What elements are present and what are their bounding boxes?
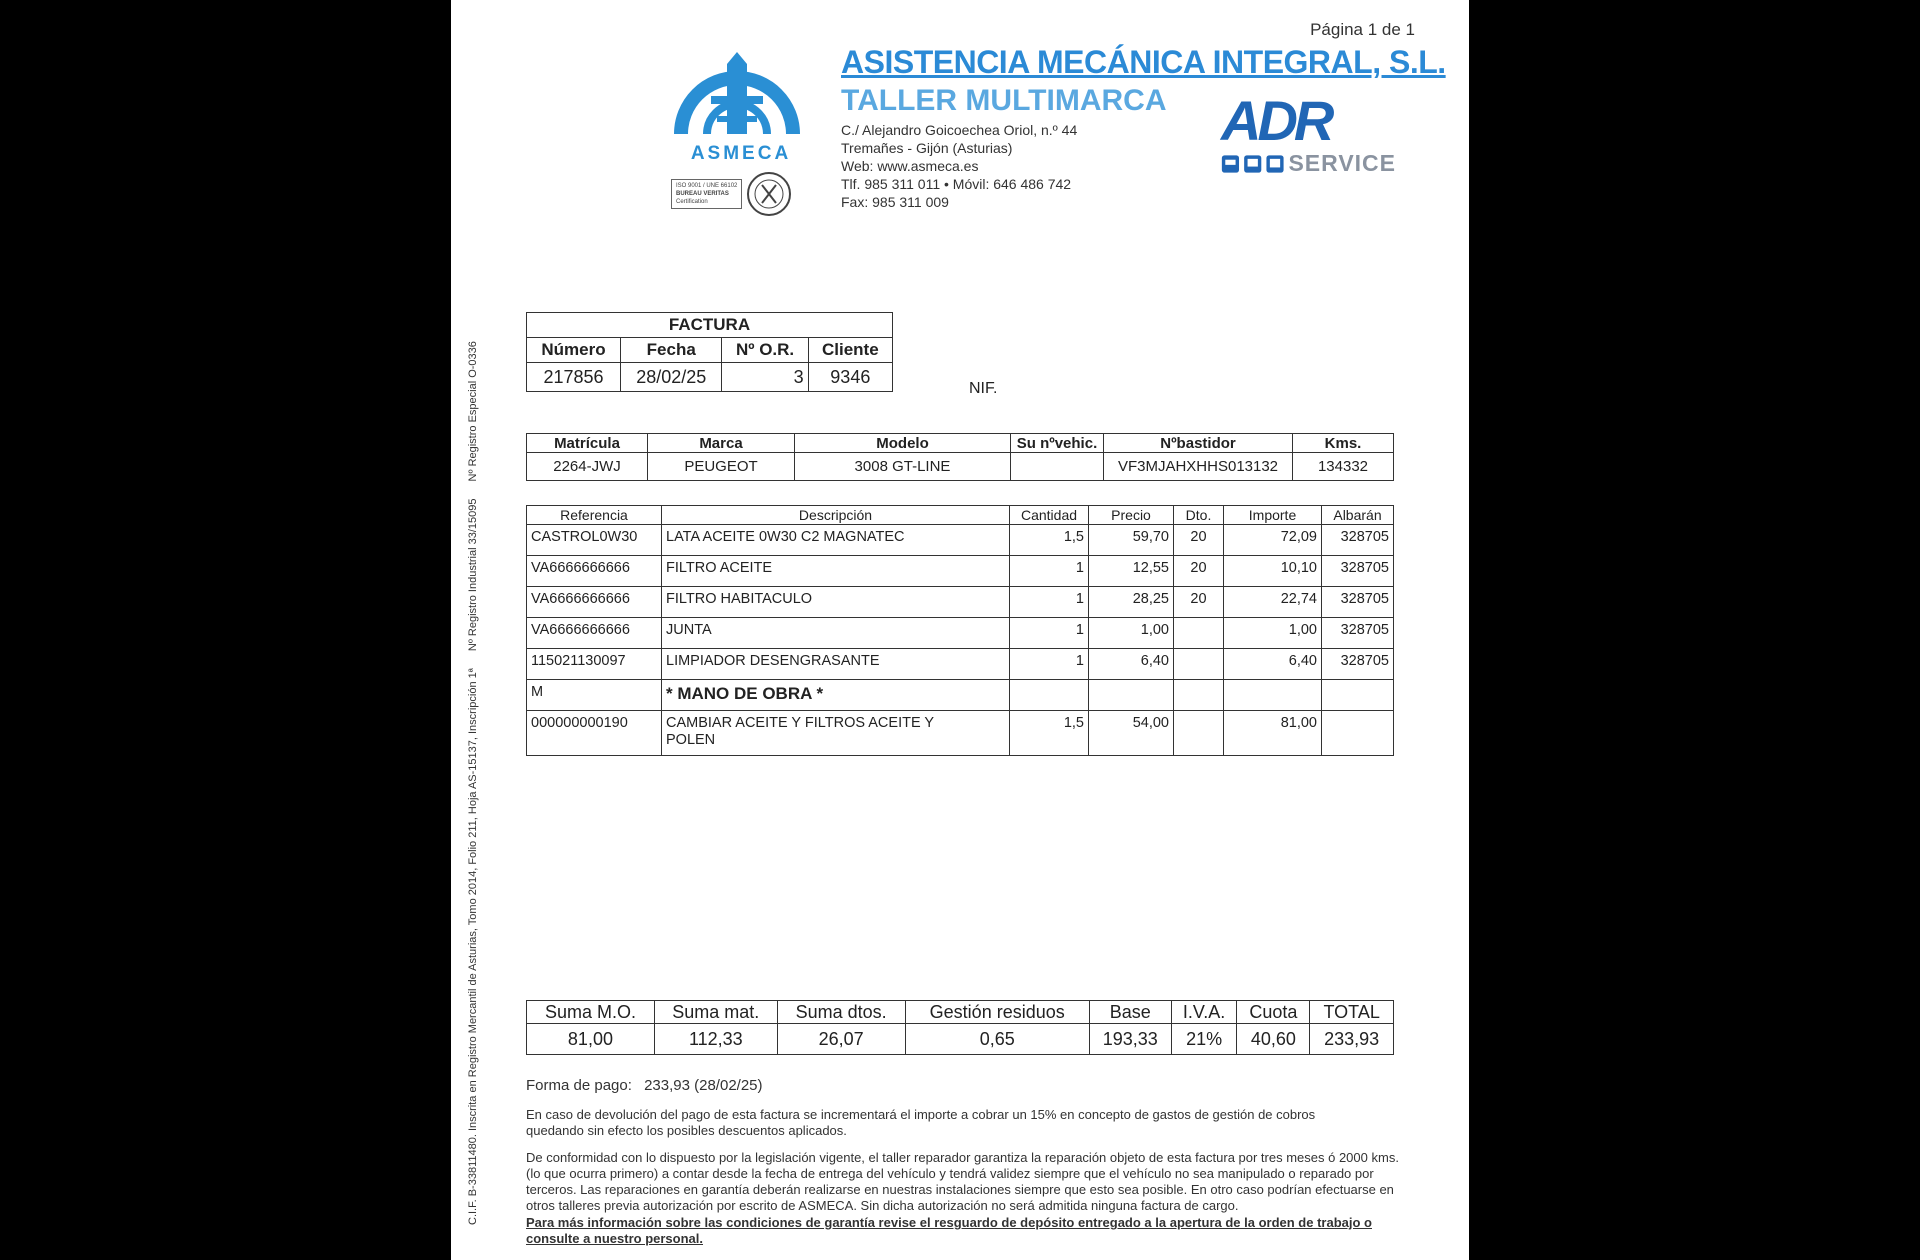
vehicle-brand: PEUGEOT <box>648 453 795 481</box>
item-reference: VA6666666666 <box>527 556 662 587</box>
item-price: 12,55 <box>1089 556 1174 587</box>
item-discount <box>1174 649 1224 680</box>
item-quantity: 1,5 <box>1010 525 1089 556</box>
vehicle-vin: VF3MJAHXHHS013132 <box>1104 453 1293 481</box>
items-header: Dto. <box>1174 506 1224 525</box>
item-description: LATA ACEITE 0W30 C2 MAGNATEC <box>662 525 1010 556</box>
vehicle-icons <box>1221 153 1284 175</box>
item-delivery-note: 328705 <box>1322 587 1394 618</box>
invoice-table <box>526 312 893 392</box>
vehicle-header: Modelo <box>795 434 1011 453</box>
vehicle-header: Kms. <box>1293 434 1394 453</box>
totals-header: Suma dtos. <box>777 1001 905 1024</box>
payment-label: Forma de pago: <box>526 1077 632 1094</box>
invoice-number: 217856 <box>527 363 621 392</box>
totals-header: Gestión residuos <box>905 1001 1089 1024</box>
registry-sidebar: C.I.F. B-33811480. Inscrita en Registro Mercantil de Asturias, Tomo 2014, Folio 211, Hoja AS-15137, Inscripción 1ª Nº Registro Industrial 33/15095 Nº Registro Especial O-0336 <box>467 341 479 1225</box>
item-quantity: 1 <box>1010 618 1089 649</box>
item-description: FILTRO ACEITE <box>662 556 1010 587</box>
iso-certification-box: ISO 9001 / UNE 66102 BUREAU VERITAS Certification <box>671 179 742 209</box>
items-header: Referencia <box>527 506 662 525</box>
vehicle-internal-number <box>1011 453 1104 481</box>
invoice-page <box>451 0 1469 1260</box>
item-delivery-note: 328705 <box>1322 556 1394 587</box>
warranty-note: De conformidad con lo dispuesto por la legislación vigente, el taller reparador garantiza la reparación objeto de esta factura por tres meses ó 2000 kms. (lo que ocurra primero) a contar desde la fecha de entrega del vehículo y tendrá validez siempre que el vehículo no sea manipulado o reparado por terceros. Las reparaciones en garantía deberán realizarse en nuestras instalaciones siempre que esto sea posible. En otro caso podrían efectuarse en otros talleres previa autorización por escrito de ASMECA. Sin dicha autorización no será admitida ninguna factura de cargo. <box>526 1150 1399 1213</box>
company-address: C./ Alejandro Goicoechea Oriol, n.º 44 Tremañes - Gijón (Asturias) Web: www.asmeca.es Tlf. 985 311 011 • Móvil: 646 486 742 Fax: 985 311 009 <box>841 122 1078 210</box>
item-reference: CASTROL0W30 <box>527 525 662 556</box>
totals-table <box>526 1000 1394 1055</box>
item-description: CAMBIAR ACEITE Y FILTROS ACEITE Y POLEN <box>662 711 1010 756</box>
invoice-date: 28/02/25 <box>620 363 721 392</box>
item-discount: 20 <box>1174 525 1224 556</box>
item-reference: VA6666666666 <box>527 618 662 649</box>
total-base: 193,33 <box>1089 1024 1171 1055</box>
totals-header: Base <box>1089 1001 1171 1024</box>
item-price: 1,00 <box>1089 618 1174 649</box>
invoice-header: Fecha <box>620 338 721 363</box>
item-description: FILTRO HABITACULO <box>662 587 1010 618</box>
item-amount: 72,09 <box>1224 525 1322 556</box>
items-table <box>526 505 1394 756</box>
return-note: En caso de devolución del pago de esta factura se incrementará el importe a cobrar un 15% en concepto de gastos de gestión de cobros quedando sin efecto los posibles descuentos aplicados. <box>526 1107 1316 1138</box>
total-waste-management: 0,65 <box>905 1024 1089 1055</box>
totals-header: Suma M.O. <box>527 1001 655 1024</box>
item-price: 59,70 <box>1089 525 1174 556</box>
table-row <box>527 587 1394 618</box>
adr-service: SERVICE <box>1288 150 1396 176</box>
company-title: ASISTENCIA MECÁNICA INTEGRAL, S.L. <box>841 44 1446 80</box>
totals-header: Suma mat. <box>654 1001 777 1024</box>
item-quantity: 1,5 <box>1010 711 1089 756</box>
totals-header: I.V.A. <box>1171 1001 1237 1024</box>
invoice-header: Cliente <box>808 338 892 363</box>
item-discount <box>1174 680 1224 711</box>
item-amount <box>1224 680 1322 711</box>
item-price <box>1089 680 1174 711</box>
asmeca-logo <box>671 44 811 217</box>
item-quantity: 1 <box>1010 556 1089 587</box>
vehicle-plate: 2264-JWJ <box>527 453 648 481</box>
items-header: Importe <box>1224 506 1322 525</box>
bureau-veritas-seal-icon <box>746 171 792 217</box>
total-labour: 81,00 <box>527 1024 655 1055</box>
asmeca-emblem-icon <box>671 44 803 136</box>
vehicle-header: Su nºvehic. <box>1011 434 1104 453</box>
item-amount: 1,00 <box>1224 618 1322 649</box>
item-delivery-note: 328705 <box>1322 525 1394 556</box>
vehicle-table <box>526 433 1394 481</box>
item-description: * MANO DE OBRA * <box>662 680 1010 711</box>
totals-header: Cuota <box>1237 1001 1310 1024</box>
item-reference: VA6666666666 <box>527 587 662 618</box>
item-discount: 20 <box>1174 556 1224 587</box>
adr-brand: ADR <box>1221 89 1331 152</box>
table-row <box>527 618 1394 649</box>
item-amount: 22,74 <box>1224 587 1322 618</box>
table-row <box>527 680 1394 711</box>
item-price: 54,00 <box>1089 711 1174 756</box>
item-reference: 115021130097 <box>527 649 662 680</box>
item-discount <box>1174 618 1224 649</box>
totals-header: TOTAL <box>1310 1001 1394 1024</box>
invoice-header: Nº O.R. <box>722 338 808 363</box>
item-amount: 81,00 <box>1224 711 1322 756</box>
vehicle-header: Marca <box>648 434 795 453</box>
info-note: Para más información sobre las condiciones de garantía revise el resguardo de depósito entregado a la apertura de la orden de trabajo o consulte a nuestro personal. <box>526 1215 1372 1246</box>
total-vat-amount: 40,60 <box>1237 1024 1310 1055</box>
items-header: Precio <box>1089 506 1174 525</box>
item-quantity: 1 <box>1010 587 1089 618</box>
items-header: Cantidad <box>1010 506 1089 525</box>
item-reference: M <box>527 680 662 711</box>
item-reference: 000000000190 <box>527 711 662 756</box>
table-row <box>527 649 1394 680</box>
nif-label: NIF. <box>969 380 998 397</box>
invoice-client: 9346 <box>808 363 892 392</box>
item-delivery-note <box>1322 711 1394 756</box>
vehicle-kms: 134332 <box>1293 453 1394 481</box>
payment-method <box>526 1077 763 1094</box>
items-header: Descripción <box>662 506 1010 525</box>
vehicle-model: 3008 GT-LINE <box>795 453 1011 481</box>
vehicle-header: Nºbastidor <box>1104 434 1293 453</box>
company-subtitle: TALLER MULTIMARCA <box>841 84 1167 117</box>
item-quantity <box>1010 680 1089 711</box>
item-description: LIMPIADOR DESENGRASANTE <box>662 649 1010 680</box>
invoice-header: Número <box>527 338 621 363</box>
item-discount: 20 <box>1174 587 1224 618</box>
item-amount: 6,40 <box>1224 649 1322 680</box>
item-delivery-note: 328705 <box>1322 649 1394 680</box>
adr-logo <box>1221 89 1396 177</box>
item-price: 6,40 <box>1089 649 1174 680</box>
page-number: Página 1 de 1 <box>1310 20 1415 39</box>
table-row <box>527 556 1394 587</box>
item-price: 28,25 <box>1089 587 1174 618</box>
item-discount <box>1174 711 1224 756</box>
total-vat-rate: 21% <box>1171 1024 1237 1055</box>
payment-value: 233,93 (28/02/25) <box>644 1077 763 1094</box>
table-row <box>527 711 1394 756</box>
invoice-title: FACTURA <box>527 313 893 338</box>
item-quantity: 1 <box>1010 649 1089 680</box>
item-delivery-note <box>1322 680 1394 711</box>
vehicle-header: Matrícula <box>527 434 648 453</box>
total-materials: 112,33 <box>654 1024 777 1055</box>
items-header: Albarán <box>1322 506 1394 525</box>
table-row <box>527 525 1394 556</box>
total-amount: 233,93 <box>1310 1024 1394 1055</box>
item-amount: 10,10 <box>1224 556 1322 587</box>
total-discounts: 26,07 <box>777 1024 905 1055</box>
asmeca-logo-name: ASMECA <box>690 143 792 164</box>
invoice-or-number: 3 <box>722 363 808 392</box>
item-description: JUNTA <box>662 618 1010 649</box>
item-delivery-note: 328705 <box>1322 618 1394 649</box>
